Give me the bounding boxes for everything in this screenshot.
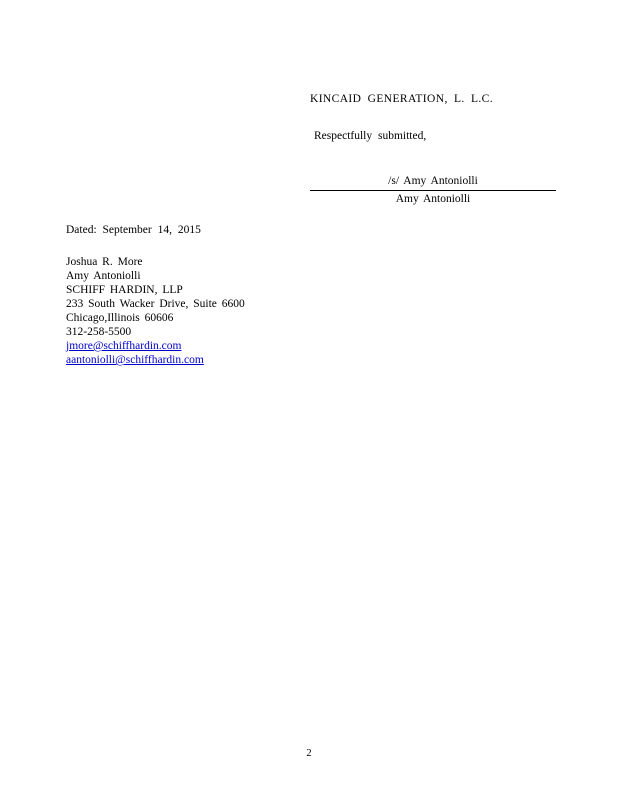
dated-line: Dated: September 14, 2015 bbox=[66, 224, 201, 236]
signature-company-name: KINCAID GENERATION, L. L.C. bbox=[310, 93, 494, 105]
address-line-firm: SCHIFF HARDIN, LLP bbox=[66, 284, 183, 297]
signature-closing: Respectfully submitted, bbox=[314, 129, 427, 142]
address-line-attorney-2: Amy Antoniolli bbox=[66, 270, 141, 283]
address-line-attorney-1: Joshua R. More bbox=[66, 256, 143, 268]
address-line-email-1[interactable] bbox=[66, 339, 245, 353]
page-number: 2 bbox=[306, 748, 312, 759]
address-line-phone: 312-258-5500 bbox=[66, 326, 132, 339]
signature-printed-name: Amy Antoniolli bbox=[395, 192, 471, 205]
address-block bbox=[66, 255, 245, 367]
email-link-aantoniolli[interactable]: aantoniolli@schiffhardin.com bbox=[66, 354, 204, 367]
signature-block bbox=[310, 92, 560, 207]
address-line-city-state-zip: Chicago,Illinois 60606 bbox=[66, 312, 174, 325]
email-link-jmore[interactable]: jmore@schiffhardin.com bbox=[66, 340, 182, 353]
signature-text: /s/ Amy Antoniolli bbox=[388, 174, 478, 187]
signature-line-group bbox=[310, 174, 556, 207]
address-line-street: 233 South Wacker Drive, Suite 6600 bbox=[66, 298, 245, 311]
address-line-email-2[interactable] bbox=[66, 353, 245, 367]
